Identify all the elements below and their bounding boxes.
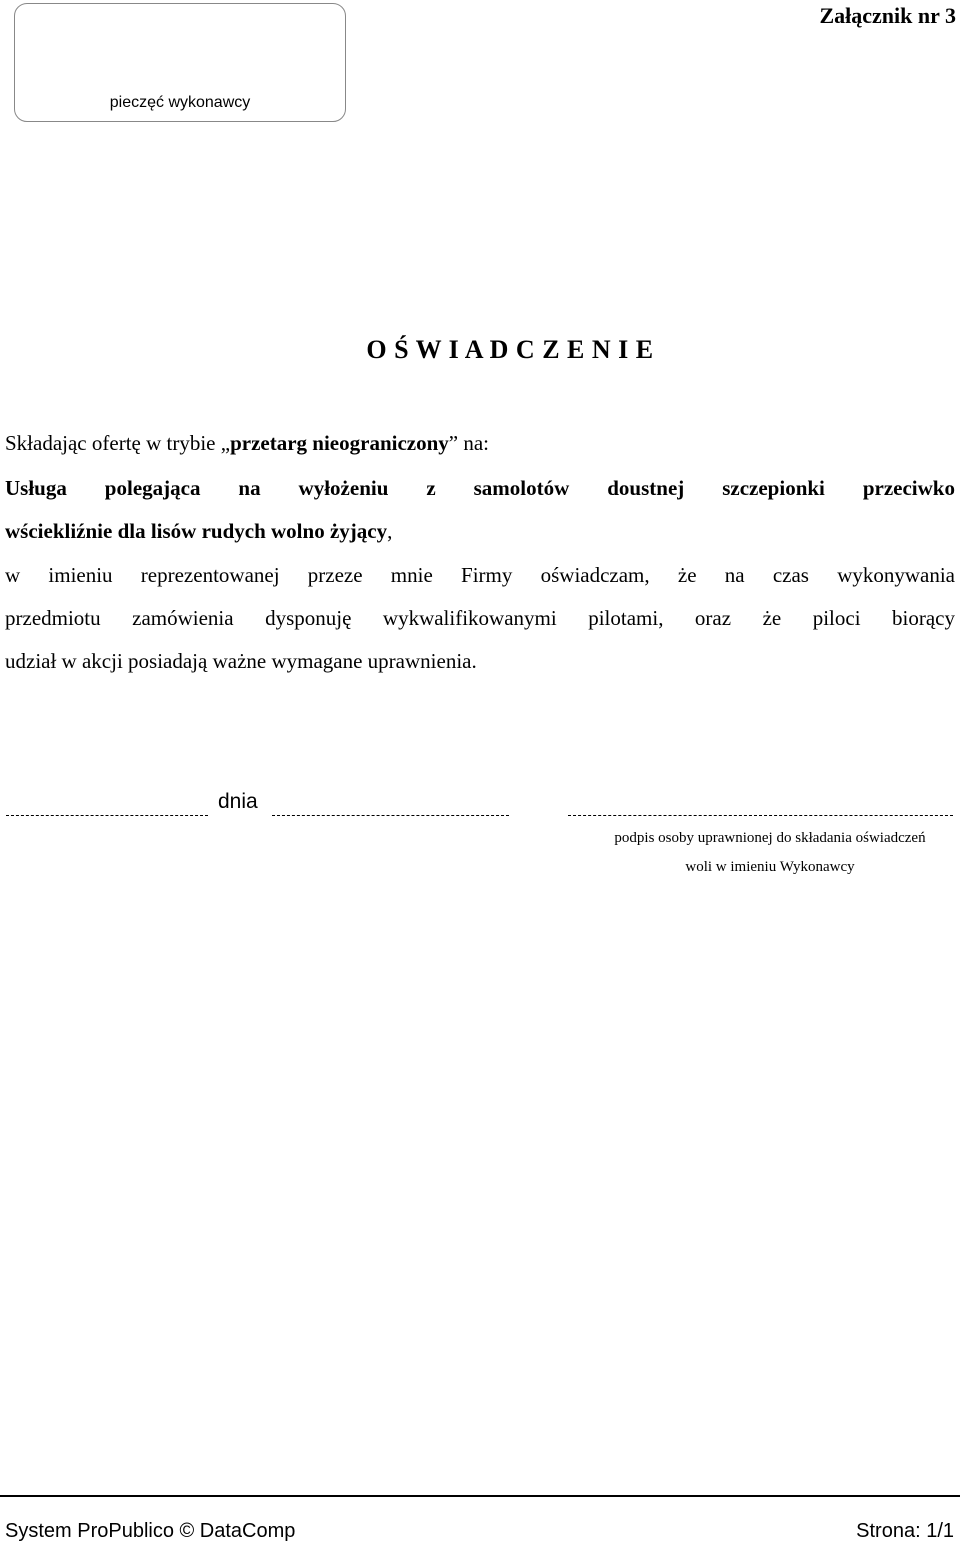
intro-line	[5, 430, 955, 456]
stamp-box	[14, 3, 346, 122]
footer-system-name: System ProPublico © DataComp	[5, 1520, 296, 1542]
intro-open-quote: „	[220, 431, 231, 455]
place-field-line	[6, 815, 208, 816]
body-line-2: przedmiotu zamówienia dysponuję wykwalifikowanymi pilotami, oraz że piloci biorący	[5, 606, 955, 630]
stamp-label: pieczęć wykonawcy	[109, 94, 251, 111]
footer-page-number: Strona: 1/1	[856, 1520, 954, 1542]
date-field-line	[272, 815, 509, 816]
page-title: O Ś W I A D C Z E N I E	[366, 335, 654, 364]
subject-line-2	[5, 518, 955, 544]
body-line-1: w imieniu reprezentowanej przeze mnie Firmy oświadczam, że na czas wykonywania	[5, 563, 955, 587]
subject-line-2-end: ,	[387, 519, 393, 543]
date-label: dnia	[218, 790, 258, 813]
body-line-3: udział w akcji posiadają ważne wymagane uprawnienia.	[5, 649, 477, 673]
signature-field-line	[568, 815, 953, 816]
footer-divider	[0, 1495, 960, 1497]
procurement-mode: przetarg nieograniczony	[230, 431, 449, 455]
signature-caption-line-1: podpis osoby uprawnionej do składania oświadczeń	[614, 830, 926, 846]
intro-prefix: Składając ofertę w trybie	[5, 431, 221, 455]
intro-suffix: na:	[458, 431, 490, 455]
signature-caption-line-2: woli w imieniu Wykonawcy	[685, 859, 855, 875]
attachment-number: Załącznik nr 3	[819, 3, 956, 28]
subject-line-1: Usługa polegająca na wyłożeniu z samolotów doustnej szczepionki przeciwko	[5, 476, 955, 500]
subject-line-2-text: wściekliźnie dla lisów rudych wolno żyjący	[5, 519, 388, 543]
intro-close-quote: ”	[448, 431, 459, 455]
